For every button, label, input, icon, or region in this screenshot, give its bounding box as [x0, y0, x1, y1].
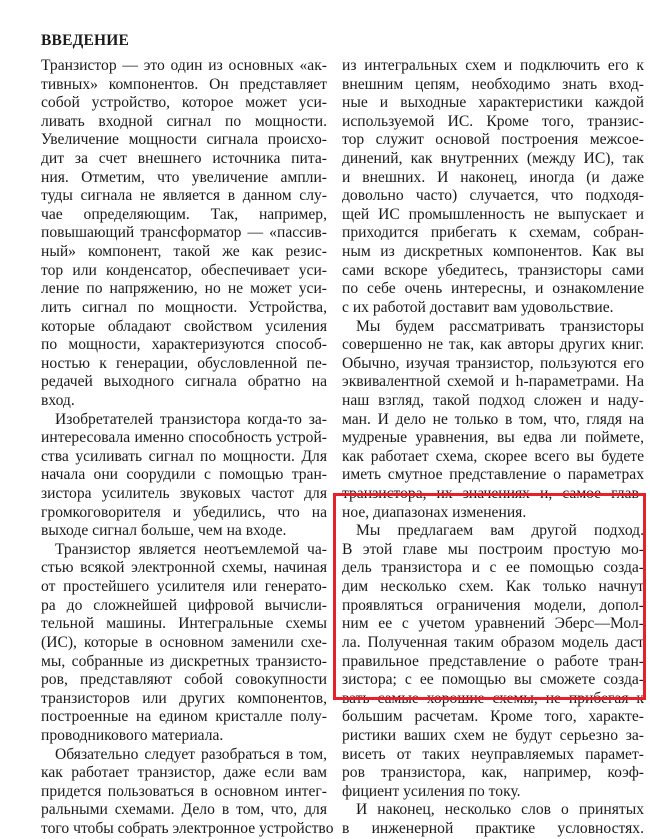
text-line: зистора; с ее помощью вы сможете созда- — [342, 671, 644, 689]
text-line: от простейшего усилителя или генерато- — [41, 578, 327, 596]
text-line: дим несколько схем. Как только начнут — [342, 578, 644, 596]
text-line: транзистора, их значениях и, самое глав- — [342, 485, 644, 503]
text-line: мы, собранные из дискретных транзисто- — [41, 652, 327, 670]
text-line: ра до сложнейшей цифровой вычисли- — [41, 596, 327, 614]
text-line: дель транзистора и с ее помощью созда- — [342, 559, 644, 577]
text-line: Увеличение мощности сигнала происхо- — [41, 131, 327, 149]
text-line: как работает транзистор, даже если вам — [41, 764, 327, 782]
text-line: из интегральных схем и подключить его к — [342, 57, 644, 74]
text-line: проявляться ограничения модели, допол- — [342, 596, 644, 614]
text-line: В этой главе мы построим простую мо- — [342, 540, 644, 558]
text-line: Обычно, изучая транзистор, пользуются его — [342, 354, 644, 372]
text-line: как работает схема, скорее всего вы будете — [342, 447, 644, 465]
text-line: Мы будем рассматривать транзисторы — [356, 317, 644, 335]
text-line: придется пользоваться в основном интег- — [41, 782, 327, 800]
text-line: собой устройство, которое может уси- — [41, 94, 327, 112]
text-line: редачей выходного сигнала обратно на — [41, 373, 327, 391]
text-line: ностью к генерации, обусловленной пе- — [41, 354, 327, 372]
text-line: Мы предлагаем вам другой подход. — [356, 522, 644, 540]
text-line: лить сигнал по мощности. Устройства, — [41, 298, 327, 316]
text-line: громкоговорителя и убедились, что на — [41, 503, 327, 521]
section-title: ВВЕДЕНИЕ — [41, 32, 130, 49]
text-line: чае определяющим. Так, например, — [41, 205, 327, 223]
text-line: ним ее с учетом уравнений Эберс—Мол- — [342, 615, 644, 633]
text-line: ление по напряжению, но не может уси- — [41, 280, 327, 298]
text-line: интересовала именно способность устрой- — [41, 429, 327, 447]
text-line: ливать входной сигнал по мощности. — [41, 112, 327, 130]
text-line: с их работой доставит вам удовольствие. — [342, 298, 614, 316]
text-line: тор служит основой построения межсое- — [342, 131, 644, 149]
right-column — [342, 57, 644, 839]
text-line: зистора усилитель звуковых частот для — [41, 485, 327, 503]
text-line: И наконец, несколько слов о принятых — [356, 801, 644, 819]
text-line: сами вскоре убедитесь, транзисторы сами — [342, 261, 644, 279]
left-column — [41, 57, 334, 839]
text-line: ральными схемами. Дело в том, что, для — [41, 801, 327, 819]
text-line: ла. Полученная таким образом модель даст — [342, 633, 644, 651]
text-line: довольно часто) случается, что подходя- — [342, 187, 644, 205]
text-line: того чтобы собрать электронное устройство — [41, 819, 334, 837]
text-line: ные и выходные характеристики каждой — [342, 94, 644, 112]
text-line: наш взгляд, такой подход сложен и наду- — [342, 391, 644, 409]
text-line: приходится прибегать к схемам, собран- — [342, 224, 644, 242]
text-line: мудреные уравнения, вы едва ли поймете, — [342, 429, 644, 447]
text-line: которые обладают свойством усиления — [41, 317, 327, 335]
text-line: по себе очень интересны, и ознакомление — [342, 280, 644, 298]
text-line: эквивалентной схемой и h-параметрами. На — [342, 373, 644, 391]
text-line: внешним цепям, необходимо знать вход- — [342, 75, 644, 93]
text-line: ства усиливать сигнал по мощности. Для — [41, 447, 327, 465]
text-line: Обязательно следует разобраться в том, — [55, 745, 327, 763]
text-line: транзисторов или других компонентов, — [41, 689, 327, 707]
text-line: по мощности, характеризуются способ- — [41, 336, 327, 354]
text-line: иметь смутное представление о параметрах — [342, 466, 644, 484]
text-line: туды сигнала не является в данном слу- — [41, 187, 327, 205]
text-line: ров транзистора, как, например, коэф- — [342, 764, 644, 782]
text-line: тор или конденсатор, обеспечивает уси- — [41, 261, 327, 279]
text-line: проводникового материала. — [41, 726, 224, 744]
text-line: выходе сигнал больше, чем на входе. — [41, 522, 287, 540]
text-line: вход. — [41, 391, 75, 409]
text-line: щей ИС промышленность не выпускает и — [342, 205, 644, 223]
text-line: и внешних. И наконец, иногда (и даже — [342, 168, 644, 186]
text-line: фициент усиления по току. — [342, 782, 521, 800]
text-line: большим расчетам. Кроме того, характе- — [342, 708, 644, 726]
text-line: Изобретателей транзистора когда-то за- — [55, 410, 327, 428]
text-line: тивных» компонентов. Он представляет — [41, 75, 327, 93]
text-line: используемой ИС. Кроме того, транзис- — [342, 112, 644, 130]
text-line: висеть от таких неуправляемых парамет- — [342, 745, 644, 763]
text-line: в инженерной практике условностях. — [342, 819, 644, 837]
text-line: ристики ваших схем не будут серьезно за- — [342, 726, 644, 744]
text-line: ное, диапазонах изменения. — [342, 503, 527, 521]
text-line: ным из дискретных компонентов. Как вы — [342, 243, 644, 261]
text-line: стью всякой электронной схемы, начиная — [41, 559, 327, 577]
text-line: ный» компонент, такой же как резис- — [41, 243, 327, 261]
text-line: тельной машины. Интегральные схемы — [41, 615, 327, 633]
text-line: построенные на едином кристалле полу- — [41, 708, 327, 726]
text-line: ман. И дело не только в том, что, глядя на — [342, 410, 644, 428]
text-line: дит за счет внешнего источника пита- — [41, 150, 327, 168]
text-line: совершенно не так, как авторы других книг. — [342, 336, 644, 354]
text-line: ния. Отметим, что увеличение ампли- — [41, 168, 327, 186]
text-line: динений, как внутренних (между ИС), так — [342, 150, 644, 168]
text-line: (ИС), которые в основном заменили схе- — [41, 633, 327, 651]
text-line: начала они соорудили с помощью тран- — [41, 466, 327, 484]
text-line: вать самые хорошие схемы, не прибегая к — [342, 689, 644, 707]
text-line: ров, представляют собой совокупности — [41, 671, 327, 689]
text-line: Транзистор — это один из основных «ак- — [41, 57, 327, 74]
text-line: повышающий трансформатор — «пассив- — [41, 224, 327, 242]
text-line: правильное представление о работе тран- — [342, 652, 644, 670]
text-line: Транзистор является неотъемлемой ча- — [55, 540, 327, 558]
